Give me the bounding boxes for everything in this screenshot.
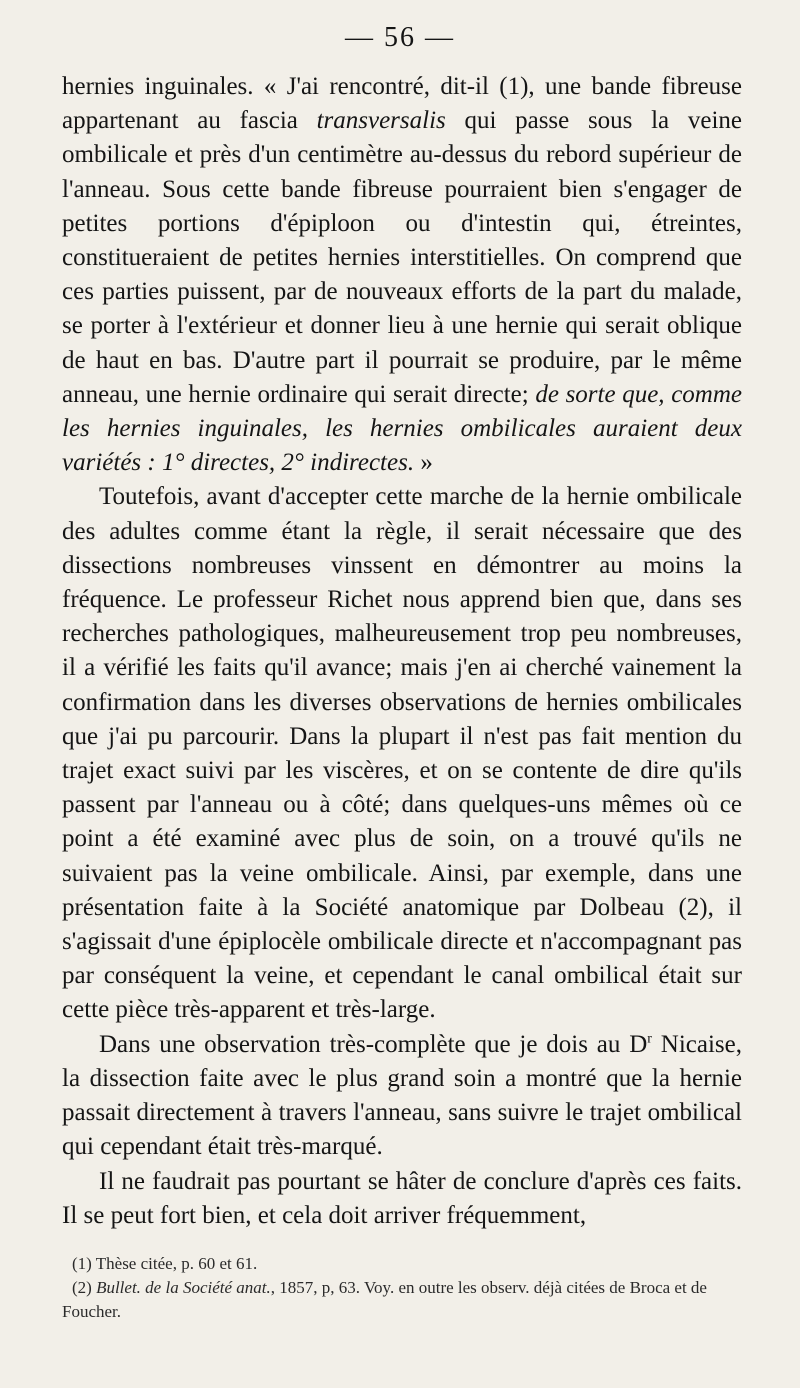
- paragraph-3: [62, 1028, 742, 1165]
- footnote-2-text: , 1857, p, 63. Voy. en outre les observ. déjà citées de Broca et de Foucher.: [62, 1278, 707, 1321]
- paragraph-3-superscript: r: [647, 1031, 652, 1047]
- paragraph-1-text-a: hernies inguinales. « J'ai rencontré, dit-il (1), une bande fibreuse appartenant au fascia: [62, 73, 742, 135]
- paragraph-3-text-b: Nicaise, la dissection faite avec le plus grand soin a montré que la hernie passait directement à travers l'anneau, sans suivre le trajet ombilical qui cependant était très-marqué.: [62, 1030, 742, 1161]
- footnote-2-source-title: Bullet. de la Société anat.: [96, 1278, 271, 1297]
- paragraph-1: [62, 70, 742, 480]
- footnotes: [62, 1252, 742, 1324]
- paragraph-1-text-e: »: [414, 449, 433, 477]
- paragraph-1-italic-conclusion: de sorte que, comme les hernies inguinales, les hernies ombilicales auraient deux variétés : 1° directes, 2° indirectes.: [62, 380, 742, 477]
- paragraph-2: Toutefois, avant d'accepter cette marche de la hernie ombilicale des adultes comme étant la règle, il serait nécessaire que des dissections nombreuses vinssent en démontrer au moins la fréquence. Le professeur Richet nous apprend bien que, dans ses recherches pathologiques, malheureusement trop peu nombreuses, il a vérifié les faits qu'il avance; mais j'en ai cherché vainement la confirmation dans les diverses observations de hernies ombilicales que j'ai pu parcourir. Dans la plupart il n'est pas fait mention du trajet exact suivi par les viscères, et on se contente de dire qu'ils passent par l'anneau ou à côté; dans quelques-uns mêmes où ce point a été examiné avec plus de soin, on a trouvé qu'ils ne suivaient pas la veine ombilicale. Ainsi, par exemple, dans une présentation faite à la Société anatomique par Dolbeau (2), il s'agissait d'une épiplocèle ombilicale directe et n'accompagnant pas par conséquent la veine, et cependant le canal ombilical était sur cette pièce très-apparent et très-large.: [62, 483, 742, 1024]
- footnote-2-number: (2): [72, 1278, 97, 1297]
- paragraph-1-text-c: qui passe sous la veine ombilicale et près d'un centimètre au-dessus du rebord supérieur de l'anneau. Sous cette bande fibreuse pourraient bien s'engager de petites portions d'épiploon ou d'intestin qui, étreintes, constitueraient de petites hernies interstitielles. On comprend que ces parties puissent, par de nouveaux efforts de la part du malade, se porter à l'extérieur et donner lieu à une hernie qui serait oblique de haut en bas. D'autre part il pourrait se produire, par le même anneau, une hernie ordinaire qui serait directe;: [62, 107, 742, 408]
- paragraph-1-italic-term: transversalis: [316, 107, 446, 135]
- paragraph-4: Il ne faudrait pas pourtant se hâter de conclure d'après ces faits. Il se peut fort bien, et cela doit arriver fréquemment,: [62, 1167, 742, 1229]
- paragraph-3-text-a: Dans une observation très-complète que je dois au D: [99, 1030, 648, 1058]
- page-number: — 56 —: [345, 22, 455, 53]
- body-text: [62, 70, 742, 1233]
- footnote-1: (1) Thèse citée, p. 60 et 61.: [72, 1254, 258, 1273]
- footnote-2: [62, 1276, 742, 1324]
